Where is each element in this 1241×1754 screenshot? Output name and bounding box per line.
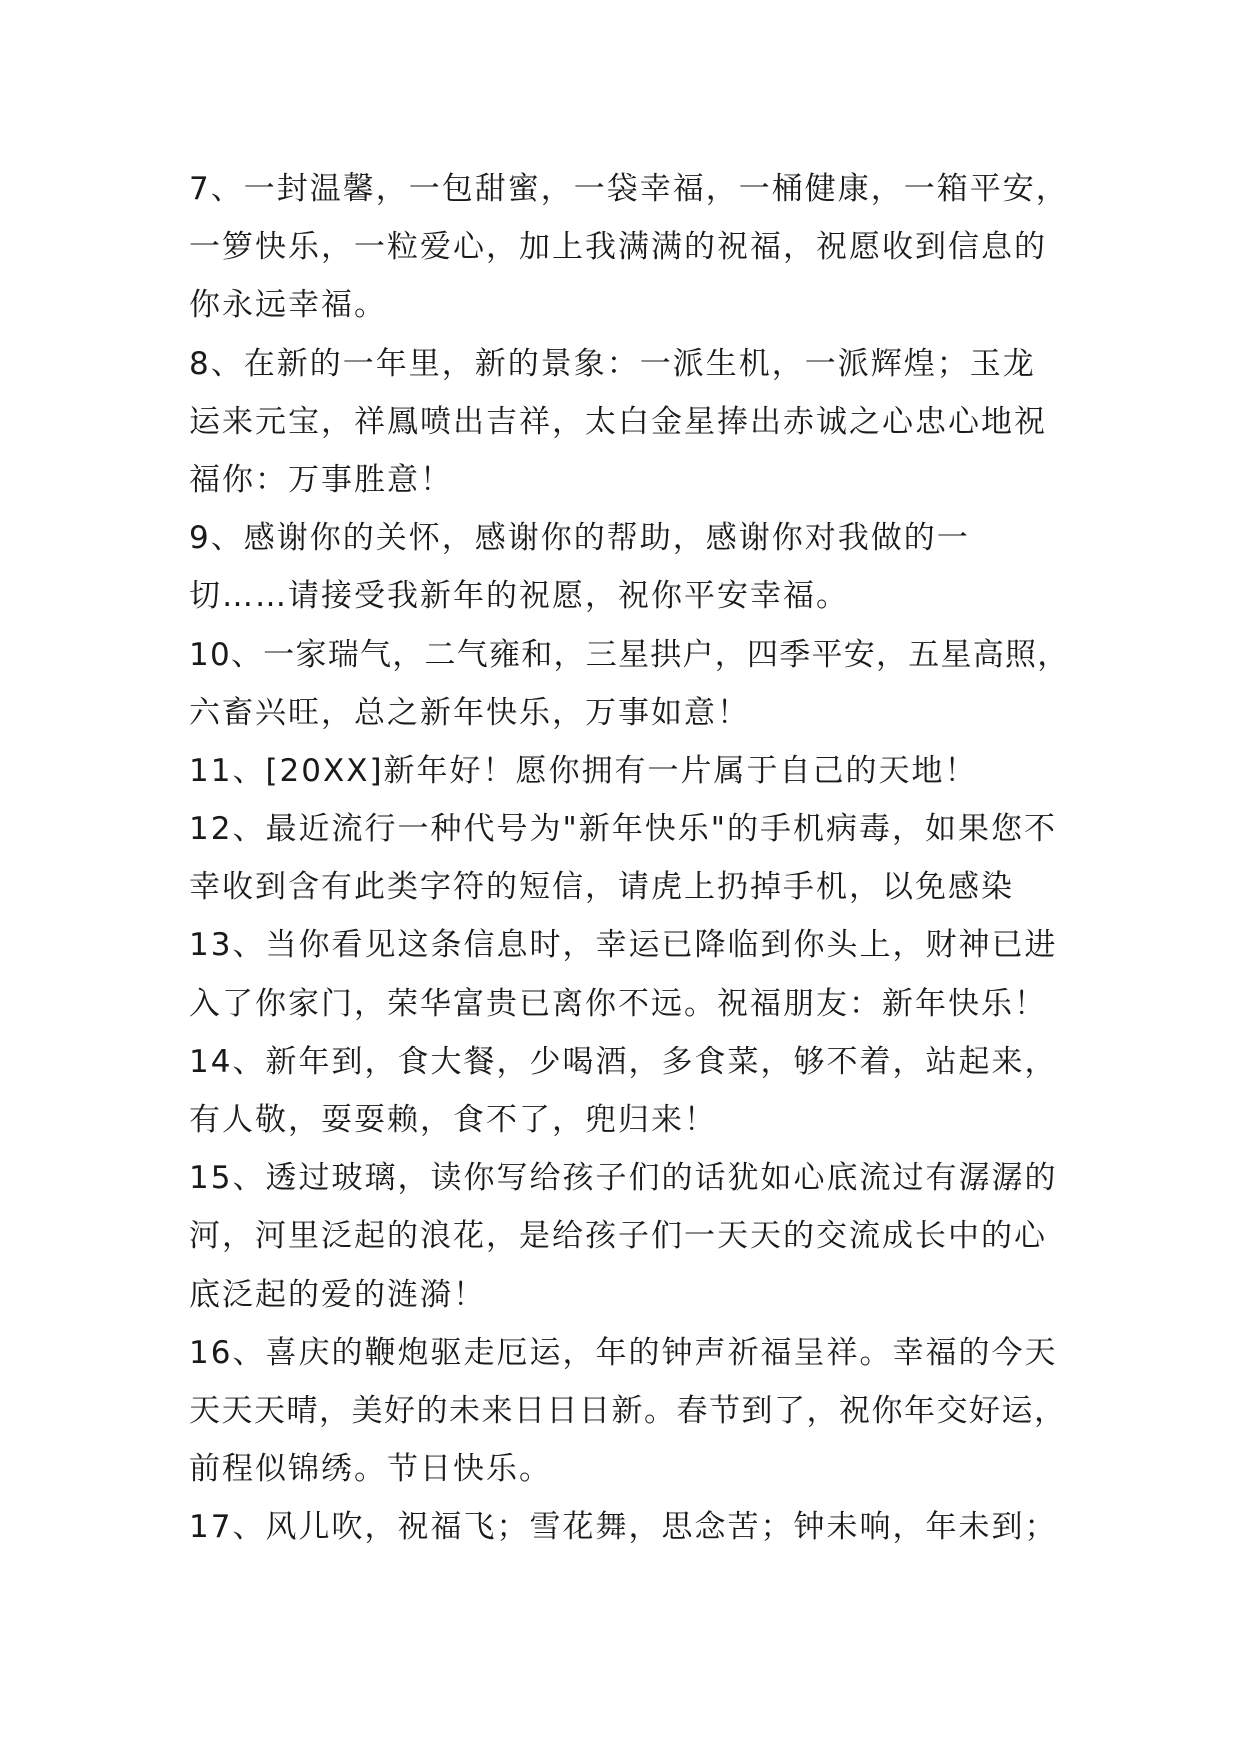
text-line: 11、[20XX]新年好！愿你拥有一片属于自己的天地！ <box>189 752 978 789</box>
text-line: 17、风儿吹，祝福飞；雪花舞，思念苦；钟未响，年未到； <box>189 1509 1058 1546</box>
text-line: 8、在新的一年里，新的景象：一派生机，一派辉煌；玉龙 <box>189 345 1036 382</box>
text-line: 7、一封温馨，一包甜蜜，一袋幸福，一桶健康，一箱平安， <box>189 171 1069 207</box>
text-line: 10、一家瑞气，二气雍和，三星拱户，四季平安，五星高照， <box>189 636 1070 673</box>
text-line: 底泛起的爱的涟漪！ <box>189 1276 486 1313</box>
text-line: 幸收到含有此类字符的短信，请虎上扔掉手机，以免感染 <box>189 869 1014 906</box>
text-line: 六畜兴旺，总之新年快乐，万事如意！ <box>189 694 750 731</box>
text-line: 9、感谢你的关怀，感谢你的帮助，感谢你对我做的一 <box>189 520 970 557</box>
text-line: 天天天晴，美好的未来日日日新。春节到了，祝你年交好运， <box>189 1392 1067 1429</box>
text-line: 切……请接受我新年的祝愿，祝你平安幸福。 <box>189 578 849 615</box>
text-line: 13、当你看见这条信息时，幸运已降临到你头上，财神已进 <box>189 927 1058 964</box>
text-line: 福你：万事胜意！ <box>189 461 453 498</box>
document-body <box>189 160 1069 1557</box>
text-line: 12、最近流行一种代号为"新年快乐"的手机病毒，如果您不 <box>189 811 1057 848</box>
text-line: 14、新年到，食大餐，少喝酒，多食菜，够不着，站起来， <box>189 1043 1058 1080</box>
text-line: 你永远幸福。 <box>189 287 387 324</box>
text-line: 16、喜庆的鞭炮驱走厄运，年的钟声祈福呈祥。幸福的今天 <box>189 1334 1058 1371</box>
text-line: 入了你家门，荣华富贵已离你不远。祝福朋友：新年快乐！ <box>189 985 1047 1022</box>
text-line: 15、透过玻璃，读你写给孩子们的话犹如心底流过有潺潺的 <box>189 1160 1058 1197</box>
text-line: 运来元宝，祥鳳喷出吉祥，太白金星捧出赤诚之心忠心地祝 <box>189 403 1047 440</box>
text-line: 一箩快乐，一粒爱心，加上我满满的祝福，祝愿收到信息的 <box>189 229 1047 266</box>
text-line: 河，河里泛起的浪花，是给孩子们一天天的交流成长中的心 <box>189 1218 1047 1255</box>
text-line: 前程似锦绣。节日快乐。 <box>189 1451 552 1488</box>
text-line: 有人敬，耍耍赖，食不了，兜归来！ <box>189 1102 717 1138</box>
